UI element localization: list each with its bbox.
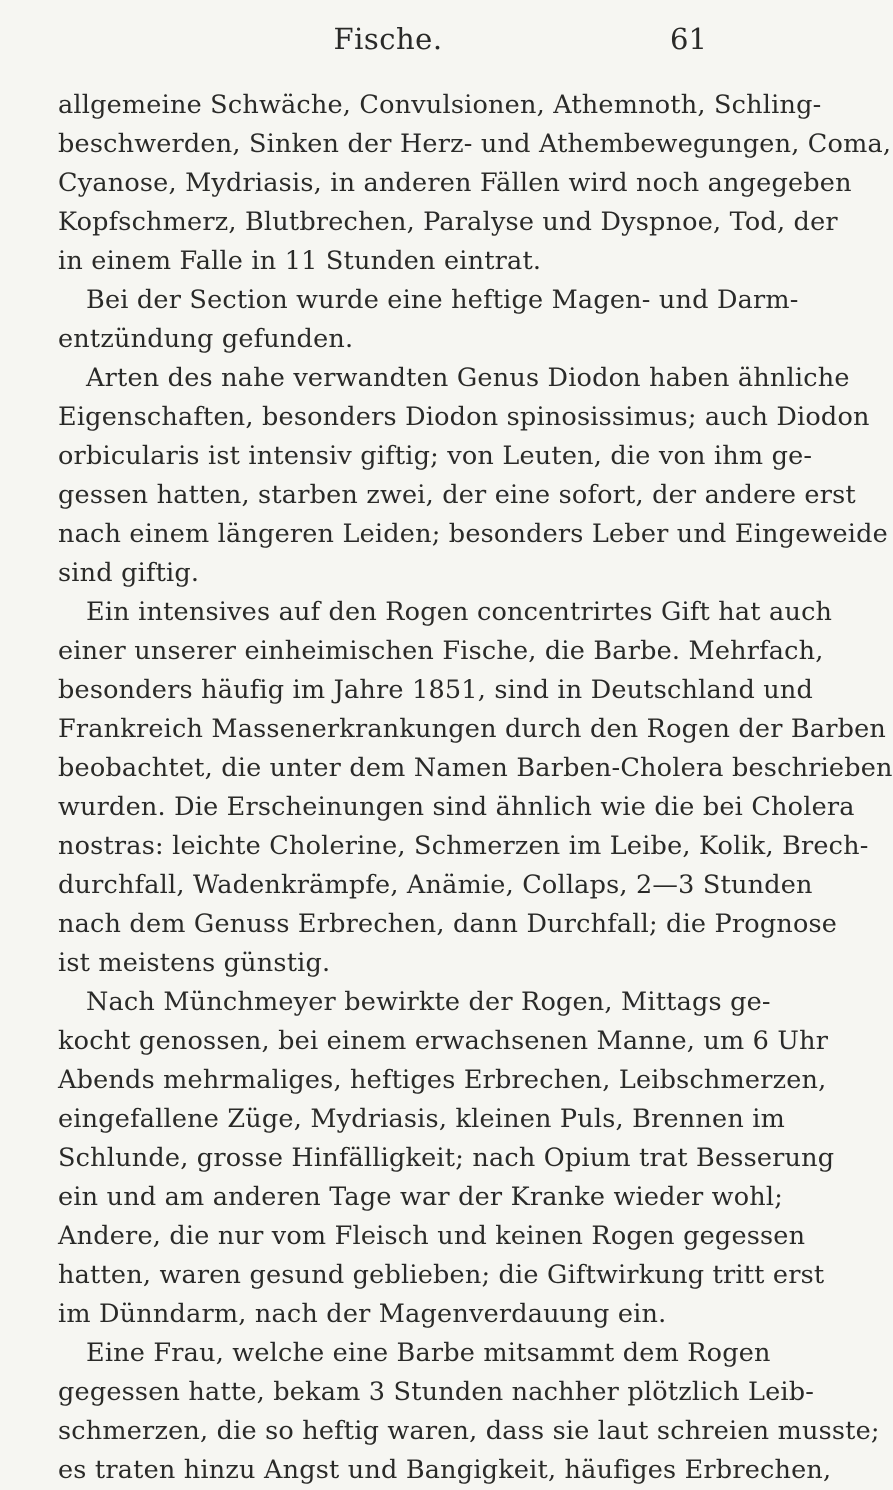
text-line: beobachtet, die unter dem Namen Barben-Cholera beschrieben xyxy=(58,753,893,783)
text-line: Eine Frau, welche eine Barbe mitsammt dem Rogen xyxy=(86,1338,771,1368)
text-line: Cyanose, Mydriasis, in anderen Fällen wird noch angegeben xyxy=(58,168,852,198)
text-line: nach dem Genuss Erbrechen, dann Durchfall; die Prognose xyxy=(58,909,838,939)
text-line: eingefallene Züge, Mydriasis, kleinen Puls, Brennen im xyxy=(58,1104,785,1134)
text-line: kocht genossen, bei einem erwachsenen Manne, um 6 Uhr xyxy=(58,1026,829,1056)
text-line: durchfall, Wadenkrämpfe, Anämie, Collaps, 2—3 Stunden xyxy=(58,870,813,900)
text-line: wurden. Die Erscheinungen sind ähnlich wie die bei Cholera xyxy=(58,792,855,822)
text-line: Ein intensives auf den Rogen concentrirtes Gift hat auch xyxy=(86,597,833,627)
text-line: Frankreich Massenerkrankungen durch den Rogen der Barben xyxy=(58,714,887,744)
body-text xyxy=(58,86,893,1490)
text-line: es traten hinzu Angst und Bangigkeit, häufiges Erbrechen, xyxy=(58,1455,832,1485)
text-line: ein und am anderen Tage war der Kranke wieder wohl; xyxy=(58,1182,784,1212)
text-line: ist meistens günstig. xyxy=(58,948,331,978)
text-line: Nach Münchmeyer bewirkte der Rogen, Mittags ge- xyxy=(86,987,771,1017)
text-line: allgemeine Schwäche, Convulsionen, Athemnoth, Schling- xyxy=(58,90,822,120)
text-line: Andere, die nur vom Fleisch und keinen Rogen gegessen xyxy=(58,1221,806,1251)
text-line: im Dünndarm, nach der Magenverdauung ein. xyxy=(58,1299,667,1329)
text-line: gegessen hatte, bekam 3 Stunden nachher plötzlich Leib- xyxy=(58,1377,815,1407)
text-line: besonders häufig im Jahre 1851, sind in Deutschland und xyxy=(58,675,814,705)
text-line: einer unserer einheimischen Fische, die Barbe. Mehrfach, xyxy=(58,636,824,666)
text-line: gessen hatten, starben zwei, der eine sofort, der andere erst xyxy=(58,480,856,510)
text-line: schmerzen, die so heftig waren, dass sie laut schreien musste; xyxy=(58,1416,880,1446)
text-line: hatten, waren gesund geblieben; die Giftwirkung tritt erst xyxy=(58,1260,825,1290)
page-number: 61 xyxy=(670,22,707,56)
text-line: nach einem längeren Leiden; besonders Leber und Eingeweide xyxy=(58,519,888,549)
text-line: Bei der Section wurde eine heftige Magen- und Darm- xyxy=(86,285,799,315)
text-line: in einem Falle in 11 Stunden eintrat. xyxy=(58,246,542,276)
page-header xyxy=(0,22,800,72)
text-line: Schlunde, grosse Hinfälligkeit; nach Opium trat Besserung xyxy=(58,1143,835,1173)
text-line: beschwerden, Sinken der Herz- und Athembewegungen, Coma, xyxy=(58,129,892,159)
text-line: Abends mehrmaliges, heftiges Erbrechen, Leibschmerzen, xyxy=(58,1065,827,1095)
text-line: Kopfschmerz, Blutbrechen, Paralyse und Dyspnoe, Tod, der xyxy=(58,207,838,237)
text-line: entzündung gefunden. xyxy=(58,324,354,354)
running-title: Fische. xyxy=(333,22,443,56)
text-line: orbicularis ist intensiv giftig; von Leuten, die von ihm ge- xyxy=(58,441,813,471)
text-line: sind giftig. xyxy=(58,558,200,588)
text-line: nostras: leichte Cholerine, Schmerzen im Leibe, Kolik, Brech- xyxy=(58,831,869,861)
text-line: Eigenschaften, besonders Diodon spinosissimus; auch Diodon xyxy=(58,402,870,432)
text-line: Arten des nahe verwandten Genus Diodon haben ähnliche xyxy=(86,363,850,393)
